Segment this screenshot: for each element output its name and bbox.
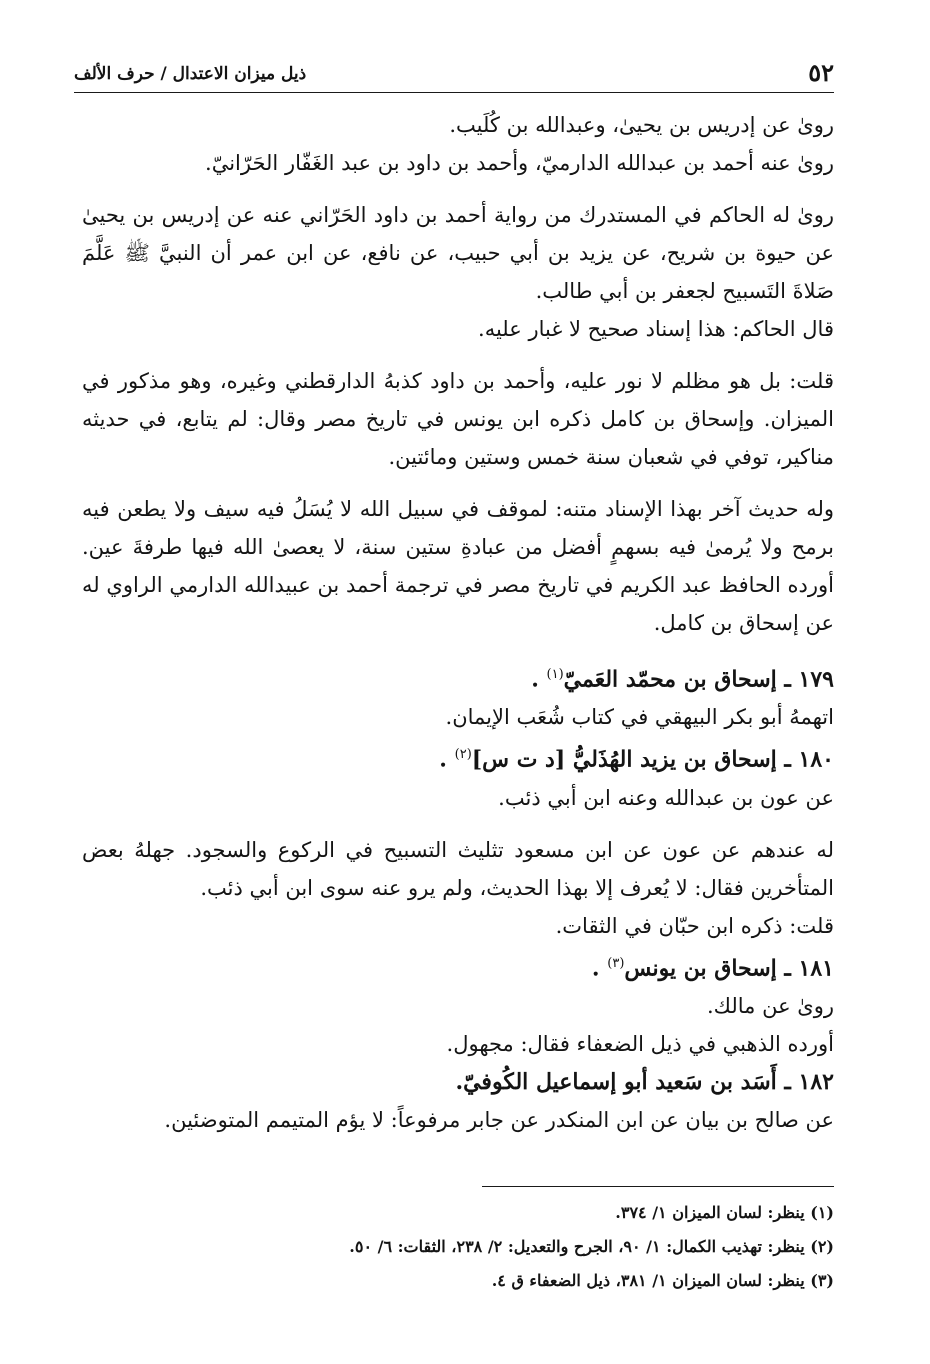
footnote: (٢) ينظر: تهذيب الكمال: ١/ ٩٠، الجرح والتعديل: ٢/ ٢٣٨، الثقات: ٦/ ٥٠. xyxy=(349,1237,834,1256)
page-header xyxy=(74,54,834,94)
running-title: ذيل ميزان الاعتدال / حرف الألف xyxy=(74,64,307,84)
entry-heading-181 xyxy=(82,945,834,987)
entry-end-mark: . xyxy=(439,746,447,773)
paragraph: وله حديث آخر بهذا الإسناد متنه: لموقف في سبيل الله لا يُسَلُ فيه سيف ولا يطعن فيه برمح ولا يُرمىٰ فيه بسهمٍ أفضل من عبادةِ ستين سنة، لا يعصىٰ الله فيها طرفةَ عين. أورده الحافظ عبد الكريم في تاريخ مصر في ترجمة أحمد بن عبيدالله الدارمي الراوي له عن إسحاق بن كامل. xyxy=(82,497,834,635)
entry-title: ١٨٠ ـ إسحاق بن يزيد الهُذَليُّ [د ت س] xyxy=(471,746,834,773)
paragraph: عن صالح بن بيان عن ابن المنكدر عن جابر مرفوعاً: لا يؤم المتيمم المتوضئين. xyxy=(164,1107,834,1132)
paragraph: رویٰ عن إدريس بن يحيىٰ، وعبدالله بن كُلَيب. xyxy=(449,113,834,137)
paragraph: أورده الذهبي في ذيل الضعفاء فقال: مجهول. xyxy=(446,1031,834,1056)
entry-heading-180 xyxy=(82,736,834,778)
paragraph: قال الحاكم: هذا إسناد صحيح لا غبار عليه. xyxy=(478,317,834,341)
paragraph: له عندهم عن عون عن ابن مسعود تثليث التسبيح في الركوع والسجود. جهلهُ بعض المتأخرين فقال: لا يُعرف إلا بهذا الحديث، ولم يرو عنه سوى ابن أبي ذئب. xyxy=(82,837,834,900)
entry-heading-179 xyxy=(82,656,834,698)
entry-end-mark: . xyxy=(531,666,539,693)
entry-end-mark: . xyxy=(591,954,600,981)
footnote: (١) ينظر: لسان الميزان ١/ ٣٧٤. xyxy=(615,1203,834,1222)
paragraph: قلت: ذكره ابن حبّان في الثقات. xyxy=(555,913,834,938)
paragraph: قلت: بل هو مظلم لا نور عليه، وأحمد بن داود كذبهُ الدارقطني وغيره، وهو مذكور في الميزان. وإسحاق بن كامل ذكره ابن يونس في تاريخ مصر وقال: لم يتابع، في حديثه مناكير، توفي في شعبان سنة خمس وستين ومائتين. xyxy=(82,369,834,469)
footnote-rule xyxy=(482,1186,834,1187)
page-body xyxy=(82,106,834,1139)
entry-heading-182: ١٨٢ ـ أَسَد بن سَعيد أبو إسماعيل الكُوفيّ. xyxy=(455,1068,834,1095)
page-number: ٥٢ xyxy=(808,58,834,87)
header-rule xyxy=(74,92,834,93)
entry-title: ١٨١ ـ إسحاق بن يونس xyxy=(624,954,834,981)
footnote: (٣) ينظر: لسان الميزان ١/ ٣٨١، ذيل الضعفاء ق ٤. xyxy=(491,1271,834,1290)
footnote-ref: (١) xyxy=(546,667,564,682)
paragraph: عن عون بن عبدالله وعنه ابن أبي ذئب. xyxy=(498,785,834,810)
paragraph: رویٰ عن مالك. xyxy=(706,993,834,1018)
paragraph: رویٰ له الحاكم في المستدرك من رواية أحمد بن داود الحَرّاني عنه عن إدريس بن يحيىٰ عن حيوة بن شريح، عن يزيد بن أبي حبيب، عن نافع، عن ابن عمر أن النبيَّ ﷺ عَلَّمَ صَلاةَ التَسبيح لجعفر بن أبي طالب. xyxy=(82,203,834,303)
footnote-ref: (٢) xyxy=(454,747,472,763)
footnote-ref: (٣) xyxy=(607,955,625,971)
paragraph: رویٰ عنه أحمد بن عبدالله الدارميّ، وأحمد بن داود بن عبد الغَفّار الحَرّانيّ. xyxy=(205,151,834,175)
footnotes xyxy=(82,1196,834,1298)
paragraph: اتهمهُ أبو بكر البيهقي في كتاب شُعَب الإيمان. xyxy=(445,705,834,730)
entry-title: ١٧٩ ـ إسحاق بن محمّد العَميّ xyxy=(563,666,834,693)
